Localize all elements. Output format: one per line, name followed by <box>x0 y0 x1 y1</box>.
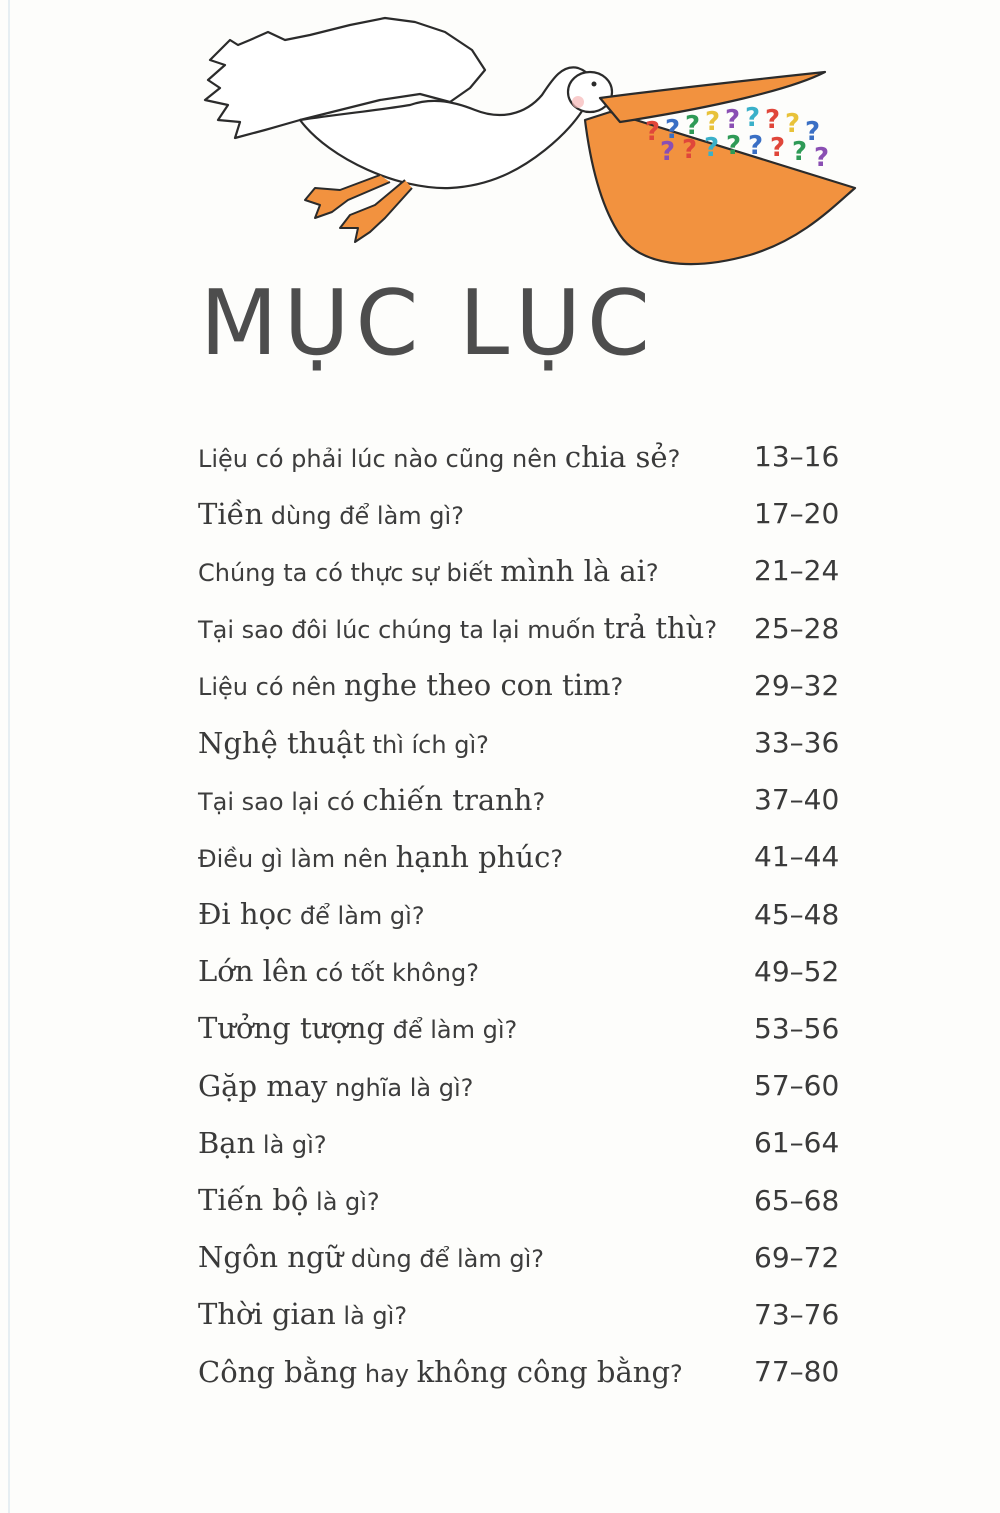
toc-page-range: 25–28 <box>754 611 840 645</box>
toc-entry-text: để làm gì? <box>384 1016 518 1045</box>
toc-entry-title <box>198 1183 380 1217</box>
toc-entry-title <box>198 1297 407 1331</box>
toc-entry-text: ? <box>532 787 546 816</box>
toc-page-range: 13–16 <box>754 440 840 474</box>
toc-page-range: 29–32 <box>754 668 840 702</box>
toc-entry-title <box>198 840 563 874</box>
toc-entry-text: hay <box>357 1359 417 1388</box>
pelican-cheek <box>572 96 584 108</box>
toc-entry-text: thì ích gì? <box>364 730 489 759</box>
toc-page-range: 73–76 <box>754 1297 840 1331</box>
toc-row <box>198 828 858 885</box>
toc-entry-title <box>198 726 489 760</box>
toc-entry-text: Tại sao lại có <box>198 787 363 816</box>
toc-row <box>198 886 858 943</box>
toc-entry-text: Liệu có phải lúc nào cũng nên <box>198 444 565 473</box>
toc-row <box>198 428 858 485</box>
toc-row <box>198 1343 858 1400</box>
toc-entry-keyword: Tiền <box>198 496 264 531</box>
toc-entry-text: là gì? <box>255 1130 327 1159</box>
toc-entry-text: nghĩa là gì? <box>327 1073 474 1102</box>
table-of-contents <box>198 428 858 1400</box>
toc-page-range: 33–36 <box>754 726 840 760</box>
toc-entry-title <box>198 1069 473 1103</box>
toc-entry-keyword: Đi học <box>198 897 293 932</box>
toc-row <box>198 600 858 657</box>
page-title: MỤC LỤC <box>200 271 656 376</box>
toc-row <box>198 1114 858 1171</box>
toc-entry-title <box>198 668 623 702</box>
toc-entry-title <box>198 1240 544 1274</box>
toc-row <box>198 657 858 714</box>
toc-entry-text: có tốt không? <box>307 959 479 988</box>
pelican-illustration <box>190 10 870 285</box>
toc-entry-text: Điều gì làm nên <box>198 844 396 873</box>
toc-entry-text: là gì? <box>308 1188 380 1217</box>
toc-page-range: 17–20 <box>754 497 840 531</box>
toc-row <box>198 1000 858 1057</box>
toc-row <box>198 1229 858 1286</box>
toc-entry-keyword: Bạn <box>198 1125 256 1160</box>
svg-text:?: ? <box>814 143 830 173</box>
toc-entry-text: để làm gì? <box>292 902 425 931</box>
toc-entry-text: ? <box>667 444 681 473</box>
svg-text:?: ? <box>770 133 786 163</box>
toc-row <box>198 714 858 771</box>
toc-entry-title <box>198 440 680 474</box>
toc-page-range: 61–64 <box>754 1126 840 1160</box>
pelican-eye <box>592 82 597 87</box>
toc-entry-text: ? <box>670 1359 683 1388</box>
svg-text:?: ? <box>725 105 741 135</box>
toc-entry-text: ? <box>610 673 624 702</box>
svg-text:?: ? <box>805 117 821 147</box>
toc-entry-text: ? <box>550 844 564 873</box>
svg-text:?: ? <box>726 131 742 161</box>
svg-text:?: ? <box>665 115 681 145</box>
svg-text:?: ? <box>705 107 721 137</box>
svg-text:?: ? <box>792 137 808 167</box>
toc-entry-title <box>198 611 717 645</box>
toc-entry-keyword: hạnh phúc <box>395 839 551 874</box>
svg-text:?: ? <box>748 131 764 161</box>
toc-row <box>198 1171 858 1228</box>
toc-entry-text: ? <box>645 558 659 587</box>
toc-page-range: 77–80 <box>754 1355 840 1389</box>
toc-row <box>198 943 858 1000</box>
svg-text:?: ? <box>645 117 661 147</box>
toc-entry-text: Liệu có nên <box>198 673 344 702</box>
svg-text:?: ? <box>682 135 698 165</box>
svg-text:?: ? <box>745 103 761 133</box>
toc-entry-text: dùng để làm gì? <box>263 501 464 530</box>
page-edge-line <box>8 0 10 1513</box>
toc-entry-title <box>198 554 659 588</box>
toc-page-range: 57–60 <box>754 1069 840 1103</box>
toc-page-range: 65–68 <box>754 1183 840 1217</box>
toc-entry-text: dùng để làm gì? <box>343 1245 545 1274</box>
svg-text:?: ? <box>660 137 676 167</box>
toc-entry-title <box>198 1355 683 1389</box>
toc-entry-text: là gì? <box>335 1302 408 1331</box>
svg-text:?: ? <box>704 133 720 163</box>
toc-page-range: 37–40 <box>754 783 840 817</box>
toc-entry-keyword: chia sẻ <box>564 439 668 474</box>
toc-row <box>198 542 858 599</box>
toc-row <box>198 485 858 542</box>
toc-entry-text: ? <box>704 616 718 645</box>
toc-entry-keyword: Thời gian <box>198 1297 336 1332</box>
toc-entry-keyword: trả thù <box>603 611 705 646</box>
toc-entry-keyword: Ngôn ngữ <box>198 1240 344 1275</box>
svg-text:?: ? <box>765 105 781 135</box>
toc-entry-keyword: Tưởng tượng <box>198 1011 385 1046</box>
toc-entry-text: Tại sao đôi lúc chúng ta lại muốn <box>198 616 604 645</box>
toc-entry-keyword: không công bằng <box>416 1354 671 1389</box>
toc-page-range: 45–48 <box>754 897 840 931</box>
toc-entry-title <box>198 497 464 531</box>
toc-entry-title <box>198 783 545 817</box>
toc-entry-keyword: Công bằng <box>198 1354 358 1389</box>
toc-entry-keyword: nghe theo con tim <box>343 668 611 703</box>
toc-page-range: 53–56 <box>754 1011 840 1045</box>
toc-entry-keyword: Lớn lên <box>198 954 308 989</box>
toc-page-range: 49–52 <box>754 954 840 988</box>
svg-text:?: ? <box>785 109 801 139</box>
toc-page-range: 41–44 <box>754 840 840 874</box>
toc-entry-title <box>198 1126 327 1160</box>
toc-row <box>198 771 858 828</box>
toc-entry-keyword: Nghệ thuật <box>198 725 365 760</box>
toc-entry-text: Chúng ta có thực sự biết <box>198 558 501 587</box>
svg-text:?: ? <box>685 111 701 141</box>
toc-page-range: 21–24 <box>754 554 840 588</box>
toc-entry-title <box>198 954 479 988</box>
toc-entry-title <box>198 1011 517 1045</box>
toc-entry-keyword: Gặp may <box>198 1068 328 1103</box>
toc-entry-title <box>198 897 425 931</box>
toc-entry-keyword: mình là ai <box>500 553 646 588</box>
toc-row <box>198 1286 858 1343</box>
toc-row <box>198 1057 858 1114</box>
toc-entry-keyword: chiến tranh <box>362 782 533 817</box>
toc-page-range: 69–72 <box>754 1240 840 1274</box>
toc-entry-keyword: Tiến bộ <box>198 1183 309 1218</box>
